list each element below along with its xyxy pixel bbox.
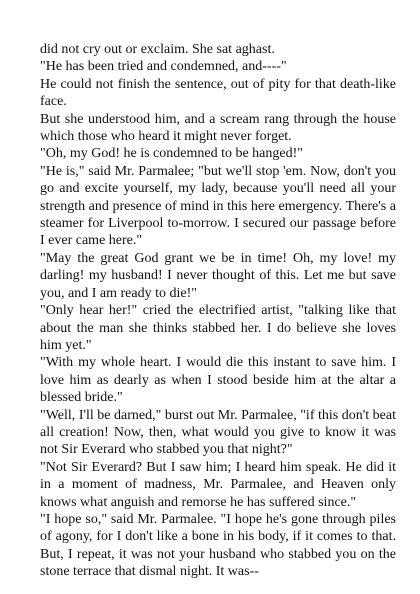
paragraph: "With my whole heart. I would die this instant to save him. I love him as dearly as when I stood beside him at the altar a blessed bride." [40, 355, 396, 406]
paragraph: "I hope so," said Mr. Parmalee. "I hope he's gone through piles of agony, for I don't like a bone in his body, if it comes to that. But, I repeat, it was not your husband who stabbed you on the stone terrace that dismal night. It was-- [40, 511, 396, 580]
paragraph: did not cry out or exclaim. She sat aghast. [40, 42, 275, 57]
paragraph: "May the great God grant we be in time! Oh, my love! my darling! my husband! I never thought of this. Let me but save you, and I am ready to die!" [40, 250, 396, 301]
paragraph: He could not finish the sentence, out of pity for that death-like face. [40, 76, 396, 110]
paragraph: "He has been tried and condemned, and----" [40, 59, 287, 75]
paragraph: But she understood him, and a scream rang through the house which those who heard it might never forget. [40, 111, 396, 145]
paragraph: "Oh, my God! he is condemned to be hanged!" [40, 146, 303, 162]
paragraph: "Not Sir Everard? But I saw him; I heard him speak. He did it in a moment of madness, Mr. Parmalee, and Heaven only knows what anguish and remorse he has suffered since." [40, 459, 396, 510]
paragraph: "Only hear her!" cried the electrified artist, "talking like that about the man she thinks stabbed her. I do believe she loves him yet." [40, 303, 396, 353]
paragraph: "He is," said Mr. Parmalee; "but we'll stop 'em. Now, don't you go and excite yourself, my lady, because you'll need all your strength and presence of mind in this here emergency. There's a steamer for Liverpool to-morrow. I secured our passage before I ever came here." [40, 163, 396, 249]
paragraph: "Well, I'll be darned," burst out Mr. Parmalee, "if this don't beat all creation! Now, then, what would you give to know it was not Sir Everard who stabbed you that night?" [40, 407, 396, 458]
